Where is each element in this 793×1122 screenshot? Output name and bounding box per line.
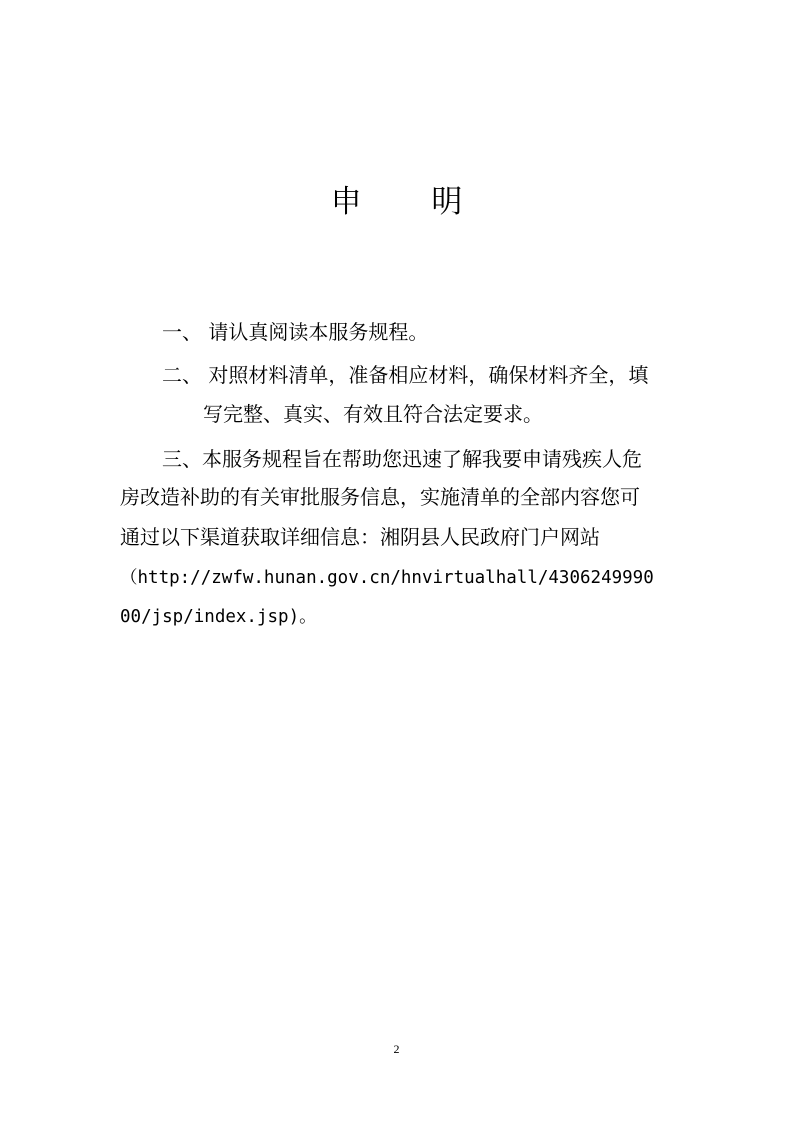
portal-url-line-1: （http://zwfw.hunan.gov.cn/hnvirtualhall/4306249990 (120, 568, 654, 588)
page-number: 2 (393, 1042, 400, 1056)
statement-item-3-line-3: 通过以下渠道获取详细信息：湘阴县人民政府门户网站 (120, 525, 600, 549)
statement-item-2-continuation: 写完整、真实、有效且符合法定要求。 (203, 402, 543, 426)
document-title: 申 明 (330, 184, 493, 220)
statement-item-3-line-2: 房改造补助的有关审批服务信息，实施清单的全部内容您可 (120, 485, 640, 509)
statement-item-2: 二、 对照材料清单，准备相应材料，确保材料齐全，填 (162, 363, 649, 387)
statement-item-3: 三、本服务规程旨在帮助您迅速了解我要申请残疾人危 (162, 447, 642, 471)
statement-item-1: 一、 请认真阅读本服务规程。 (162, 320, 429, 344)
portal-url-line-2: 00/jsp/index.jsp)。 (120, 607, 317, 627)
